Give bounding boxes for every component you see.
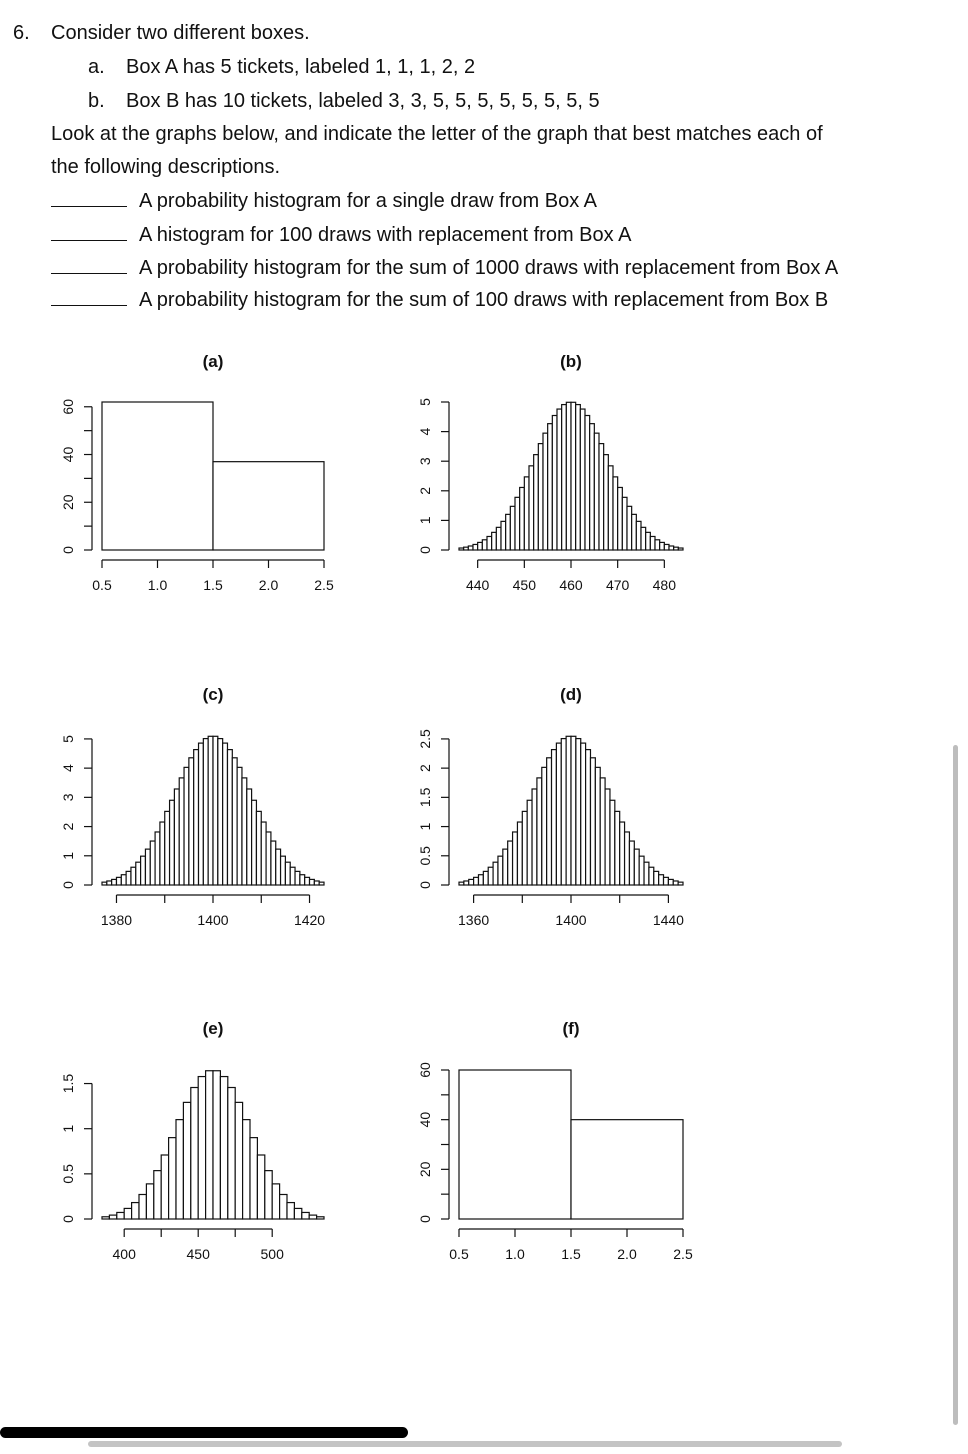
y-tick-label-f-3: 60 xyxy=(417,1062,433,1078)
bar-b-31 xyxy=(604,455,609,550)
bar-c-10 xyxy=(150,841,155,885)
bar-b-47 xyxy=(678,548,683,550)
y-tick-label-c-4: 4 xyxy=(60,764,76,773)
bar-d-31 xyxy=(610,800,615,885)
bar-d-35 xyxy=(629,841,634,885)
bar-b-33 xyxy=(613,477,618,550)
horizontal-scrollbar-track[interactable] xyxy=(88,1441,842,1447)
bar-b-40 xyxy=(646,532,651,550)
y-tick-label-f-1: 20 xyxy=(417,1161,433,1178)
bar-d-37 xyxy=(639,856,644,885)
bar-d-40 xyxy=(654,871,659,885)
bar-e-7 xyxy=(154,1171,161,1219)
item-a-text: Box A has 5 tickets, labeled 1, 1, 1, 2, 2 xyxy=(126,56,476,78)
bar-b-2 xyxy=(468,546,473,550)
bar-b-13 xyxy=(520,487,525,550)
description-1-text: A probability histogram for a single draw from Box A xyxy=(139,190,597,212)
y-tick-label-d-5: 2.5 xyxy=(417,729,433,749)
bar-c-12 xyxy=(160,822,165,885)
vertical-scrollbar[interactable] xyxy=(953,745,958,1425)
bar-d-10 xyxy=(508,841,513,885)
bar-c-35 xyxy=(271,841,276,885)
chart-title-f: (f) xyxy=(562,1019,580,1038)
bar-c-9 xyxy=(145,849,150,885)
bar-c-44 xyxy=(314,881,319,885)
bar-c-25 xyxy=(223,743,228,885)
bar-e-0 xyxy=(102,1217,109,1219)
x-tick-label-b-4: 480 xyxy=(652,577,677,593)
bar-e-17 xyxy=(228,1088,235,1219)
bar-c-41 xyxy=(300,875,305,885)
bar-d-5 xyxy=(483,871,488,885)
bar-d-27 xyxy=(590,758,595,885)
bar-c-4 xyxy=(121,875,126,885)
y-tick-label-a-0: 0 xyxy=(60,546,76,554)
bar-d-25 xyxy=(581,743,586,885)
x-tick-label-b-2: 460 xyxy=(559,577,583,593)
y-tick-label-b-1: 1 xyxy=(417,516,433,525)
chart-a xyxy=(60,352,334,593)
bar-c-28 xyxy=(237,767,242,885)
bar-c-5 xyxy=(126,871,131,885)
x-tick-label-b-1: 450 xyxy=(512,577,537,593)
bar-d-0 xyxy=(459,882,464,885)
bar-b-24 xyxy=(571,402,576,550)
bar-b-26 xyxy=(580,409,585,550)
bar-c-38 xyxy=(285,862,290,885)
question-number: 6. xyxy=(13,22,30,44)
bar-b-32 xyxy=(608,466,613,550)
item-a-marker: a. xyxy=(88,56,105,78)
bar-e-20 xyxy=(250,1138,257,1219)
x-tick-label-a-0: 0.5 xyxy=(92,577,112,593)
y-tick-label-a-3: 60 xyxy=(60,398,76,415)
question-title: Consider two different boxes. xyxy=(51,22,310,44)
bar-b-44 xyxy=(664,544,669,550)
bar-c-14 xyxy=(170,800,175,885)
bar-c-15 xyxy=(174,789,179,885)
x-tick-label-e-2: 500 xyxy=(260,1246,284,1262)
y-tick-label-c-5: 5 xyxy=(60,735,76,743)
bar-b-29 xyxy=(594,433,599,550)
bar-e-5 xyxy=(139,1194,146,1219)
x-tick-label-a-1: 1.0 xyxy=(147,577,168,593)
y-tick-label-e-3: 1.5 xyxy=(60,1073,76,1094)
bar-f-0 xyxy=(459,1070,571,1219)
bar-c-8 xyxy=(141,856,146,885)
item-b-marker: b. xyxy=(88,90,105,112)
chart-title-c: (c) xyxy=(202,685,224,704)
description-4-text: A probability histogram for the sum of 100 draws with replacement from Box B xyxy=(139,289,829,311)
bar-b-42 xyxy=(655,540,660,550)
bar-e-15 xyxy=(213,1071,220,1219)
bar-d-3 xyxy=(474,877,479,885)
bar-b-12 xyxy=(515,497,520,550)
bar-c-13 xyxy=(165,811,170,885)
y-tick-label-e-2: 1 xyxy=(60,1124,76,1133)
bar-d-11 xyxy=(513,832,518,885)
bar-d-33 xyxy=(620,822,625,885)
bar-d-12 xyxy=(517,822,522,885)
y-tick-label-a-2: 40 xyxy=(60,446,76,463)
y-tick-label-f-2: 40 xyxy=(417,1111,433,1128)
instruction-line-1: Look at the graphs below, and indicate the letter of the graph that best matches each of xyxy=(51,123,823,145)
bar-c-19 xyxy=(194,750,199,885)
bar-b-39 xyxy=(641,527,646,550)
bar-c-22 xyxy=(208,736,213,885)
y-tick-label-b-4: 4 xyxy=(417,427,433,436)
bar-c-26 xyxy=(227,750,232,885)
bar-b-35 xyxy=(622,497,627,550)
y-tick-label-d-3: 1.5 xyxy=(417,787,433,808)
y-tick-label-f-0: 0 xyxy=(417,1215,433,1223)
bar-c-37 xyxy=(281,856,286,885)
bar-d-7 xyxy=(493,862,498,885)
bar-d-28 xyxy=(595,767,600,885)
x-tick-label-e-0: 400 xyxy=(112,1246,136,1262)
bar-d-36 xyxy=(634,849,639,885)
bar-d-42 xyxy=(664,877,669,885)
y-tick-label-e-0: 0 xyxy=(60,1215,76,1223)
y-tick-label-c-2: 2 xyxy=(60,822,76,831)
y-tick-label-c-3: 3 xyxy=(60,793,76,802)
bar-e-21 xyxy=(257,1155,264,1219)
bar-d-43 xyxy=(668,879,673,885)
bar-d-34 xyxy=(625,832,630,885)
bar-c-6 xyxy=(131,867,136,885)
bar-e-8 xyxy=(161,1155,168,1219)
bar-b-43 xyxy=(660,542,665,550)
bar-b-20 xyxy=(552,416,557,550)
bar-d-19 xyxy=(552,750,557,885)
bar-e-11 xyxy=(183,1102,190,1219)
bar-d-38 xyxy=(644,862,649,885)
horizontal-scrollbar-thumb[interactable] xyxy=(0,1427,408,1438)
x-tick-label-a-2: 1.5 xyxy=(203,577,223,593)
chart-f xyxy=(417,1019,693,1262)
bar-d-23 xyxy=(571,736,576,885)
bar-b-45 xyxy=(669,546,674,550)
x-tick-label-a-4: 2.5 xyxy=(314,577,334,593)
x-tick-label-f-2: 1.5 xyxy=(561,1246,581,1262)
x-tick-label-c-0: 1380 xyxy=(100,912,133,928)
bar-c-3 xyxy=(116,877,121,885)
bar-c-20 xyxy=(199,743,204,885)
bar-d-30 xyxy=(605,789,610,885)
bar-b-22 xyxy=(562,405,567,550)
y-tick-label-a-1: 20 xyxy=(60,494,76,511)
bar-c-43 xyxy=(310,879,315,885)
bar-d-44 xyxy=(673,881,678,885)
x-tick-label-b-0: 440 xyxy=(465,577,490,593)
bar-e-26 xyxy=(294,1208,301,1219)
y-tick-label-d-1: 0.5 xyxy=(417,846,433,866)
y-tick-label-d-2: 1 xyxy=(417,822,433,831)
bar-e-14 xyxy=(206,1071,213,1219)
y-tick-label-d-0: 0 xyxy=(417,881,433,889)
bar-e-22 xyxy=(265,1171,272,1219)
chart-title-d: (d) xyxy=(560,685,582,704)
bar-b-28 xyxy=(590,424,595,550)
bar-d-1 xyxy=(464,881,469,885)
bar-c-42 xyxy=(305,877,310,885)
bar-d-15 xyxy=(532,789,537,885)
bar-b-6 xyxy=(487,536,492,550)
bar-b-37 xyxy=(632,514,637,550)
x-tick-label-f-3: 2.0 xyxy=(617,1246,637,1262)
bar-c-45 xyxy=(319,882,324,885)
y-tick-label-b-3: 3 xyxy=(417,457,433,466)
instruction-line-2: the following descriptions. xyxy=(51,156,281,178)
bar-d-29 xyxy=(600,778,605,885)
bar-c-31 xyxy=(252,800,257,885)
chart-title-e: (e) xyxy=(202,1019,224,1038)
bar-c-33 xyxy=(261,822,266,885)
bar-b-18 xyxy=(543,433,548,550)
x-tick-label-c-2: 1420 xyxy=(293,912,326,928)
bar-d-6 xyxy=(488,867,493,885)
bar-d-20 xyxy=(556,743,561,885)
y-tick-label-d-4: 2 xyxy=(417,764,433,773)
bar-d-9 xyxy=(503,849,508,885)
bar-e-23 xyxy=(272,1184,279,1219)
bar-d-13 xyxy=(522,811,527,885)
bar-b-21 xyxy=(557,409,562,550)
bar-d-45 xyxy=(678,882,683,885)
chart-title-a: (a) xyxy=(202,352,224,371)
bar-c-36 xyxy=(276,849,281,885)
y-tick-label-c-0: 0 xyxy=(60,881,76,889)
bar-b-38 xyxy=(636,521,641,550)
bar-b-4 xyxy=(478,542,483,550)
bar-e-16 xyxy=(220,1077,227,1219)
x-tick-label-f-1: 1.0 xyxy=(505,1246,525,1262)
bar-e-12 xyxy=(191,1088,198,1219)
bar-c-34 xyxy=(266,832,271,885)
bar-c-24 xyxy=(218,739,223,885)
bar-b-30 xyxy=(599,444,604,550)
bar-b-34 xyxy=(618,487,623,550)
bar-e-28 xyxy=(309,1215,316,1219)
y-tick-label-e-1: 0.5 xyxy=(60,1164,76,1184)
bar-e-29 xyxy=(317,1217,324,1219)
bar-b-17 xyxy=(538,444,543,550)
bar-c-39 xyxy=(290,867,295,885)
bar-b-36 xyxy=(627,506,632,550)
chart-c xyxy=(60,685,325,928)
y-tick-label-b-5: 5 xyxy=(417,398,433,406)
bar-b-3 xyxy=(473,544,478,550)
bar-d-2 xyxy=(469,879,474,885)
y-tick-label-b-0: 0 xyxy=(417,546,433,554)
bar-d-32 xyxy=(615,811,620,885)
bar-d-24 xyxy=(576,739,581,885)
bar-e-4 xyxy=(132,1203,139,1219)
bar-b-27 xyxy=(585,416,590,550)
bar-e-25 xyxy=(287,1203,294,1219)
bar-c-16 xyxy=(179,778,184,885)
bar-e-24 xyxy=(280,1194,287,1219)
x-tick-label-f-4: 2.5 xyxy=(673,1246,693,1262)
bar-c-32 xyxy=(256,811,261,885)
bar-c-2 xyxy=(112,879,117,885)
bar-c-17 xyxy=(184,767,189,885)
chart-d xyxy=(417,685,684,928)
x-tick-label-d-2: 1440 xyxy=(652,912,684,928)
bar-e-6 xyxy=(146,1184,153,1219)
bar-e-19 xyxy=(243,1120,250,1219)
chart-title-b: (b) xyxy=(560,352,582,371)
bar-b-25 xyxy=(576,405,581,550)
bar-b-9 xyxy=(501,521,506,550)
bar-b-41 xyxy=(650,536,655,550)
x-tick-label-b-3: 470 xyxy=(605,577,630,593)
x-tick-label-c-1: 1400 xyxy=(197,912,229,928)
bar-e-1 xyxy=(109,1215,116,1219)
bar-d-22 xyxy=(566,736,571,885)
bar-c-1 xyxy=(107,881,112,885)
bar-e-9 xyxy=(169,1138,176,1219)
description-3-text: A probability histogram for the sum of 1000 draws with replacement from Box A xyxy=(139,257,839,279)
bar-a-1 xyxy=(213,462,324,550)
chart-e xyxy=(60,1019,324,1262)
bar-c-29 xyxy=(242,778,247,885)
bar-d-39 xyxy=(649,867,654,885)
bar-d-14 xyxy=(527,800,532,885)
bar-c-21 xyxy=(203,739,208,885)
bar-c-7 xyxy=(136,862,141,885)
x-tick-label-a-3: 2.0 xyxy=(258,577,279,593)
bar-e-13 xyxy=(198,1077,205,1219)
bar-b-23 xyxy=(566,402,571,550)
y-tick-label-b-2: 2 xyxy=(417,486,433,495)
bar-b-8 xyxy=(496,527,501,550)
bar-b-1 xyxy=(464,547,469,550)
x-tick-label-d-1: 1400 xyxy=(555,912,587,928)
bar-e-3 xyxy=(124,1208,131,1219)
bar-d-4 xyxy=(478,875,483,885)
bar-d-41 xyxy=(659,875,664,885)
x-tick-label-f-0: 0.5 xyxy=(449,1246,469,1262)
bar-c-11 xyxy=(155,832,160,885)
x-tick-label-d-0: 1360 xyxy=(458,912,490,928)
bar-d-21 xyxy=(561,739,566,885)
bar-b-14 xyxy=(524,477,529,550)
bar-d-17 xyxy=(542,767,547,885)
bar-b-19 xyxy=(548,424,553,550)
description-2-text: A histogram for 100 draws with replacement from Box A xyxy=(139,224,632,246)
bar-d-26 xyxy=(586,750,591,885)
x-tick-label-e-1: 450 xyxy=(186,1246,210,1262)
bar-d-18 xyxy=(547,758,552,885)
bar-b-7 xyxy=(492,532,497,550)
bar-c-27 xyxy=(232,758,237,885)
bar-e-18 xyxy=(235,1102,242,1219)
bar-a-0 xyxy=(102,402,213,550)
bar-c-0 xyxy=(102,882,107,885)
bar-f-1 xyxy=(571,1120,683,1219)
bar-b-11 xyxy=(510,506,515,550)
bar-d-16 xyxy=(537,778,542,885)
bar-b-16 xyxy=(534,455,539,550)
bar-e-27 xyxy=(302,1212,309,1219)
bar-c-18 xyxy=(189,758,194,885)
bar-e-2 xyxy=(117,1212,124,1219)
bar-c-30 xyxy=(247,789,252,885)
bar-b-5 xyxy=(482,540,487,550)
bar-c-23 xyxy=(213,736,218,885)
bar-b-0 xyxy=(459,548,464,550)
bar-b-10 xyxy=(506,514,511,550)
bar-d-8 xyxy=(498,856,503,885)
bar-c-40 xyxy=(295,871,300,885)
chart-b xyxy=(417,352,683,593)
bar-b-46 xyxy=(674,547,679,550)
item-b-text: Box B has 10 tickets, labeled 3, 3, 5, 5, 5, 5, 5, 5, 5, 5 xyxy=(126,90,600,112)
bar-b-15 xyxy=(529,466,534,550)
bar-e-10 xyxy=(176,1120,183,1219)
y-tick-label-c-1: 1 xyxy=(60,851,76,860)
